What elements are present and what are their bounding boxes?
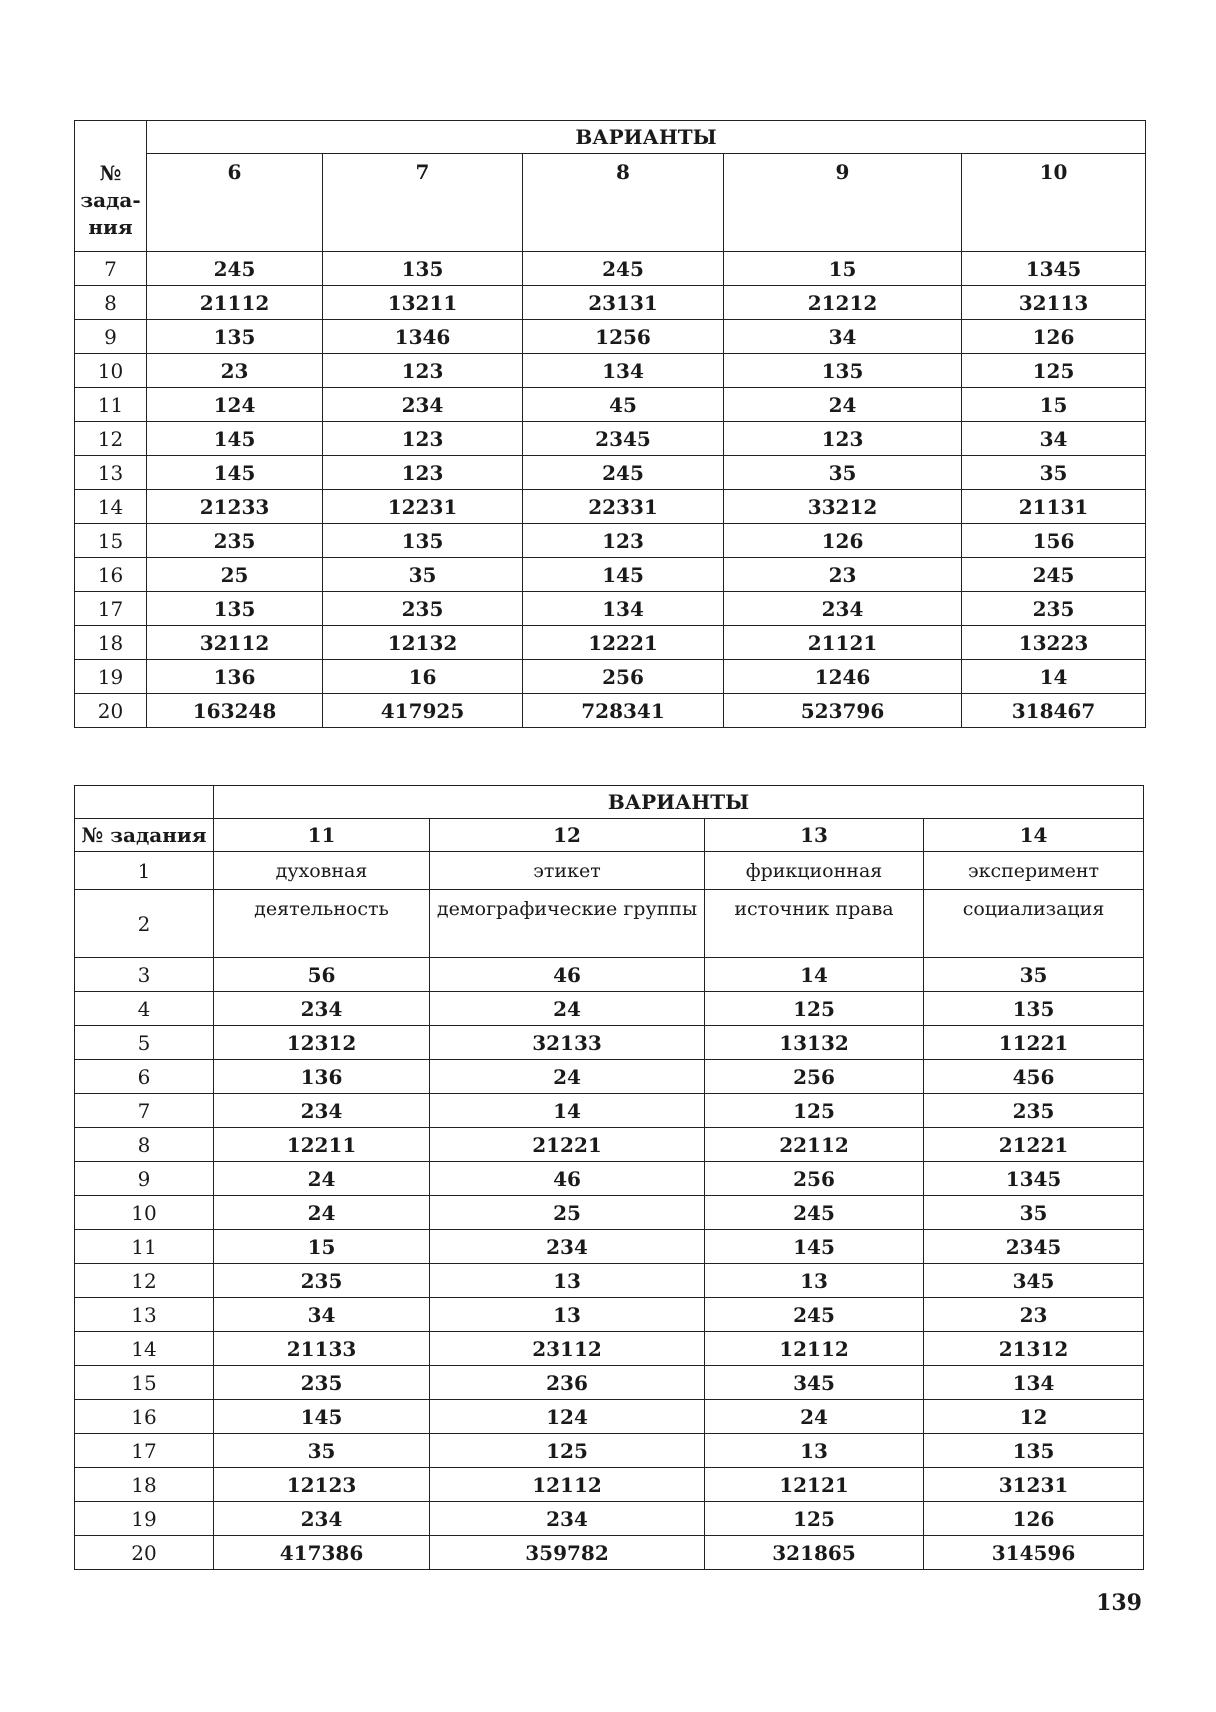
task-number-cell: 14 [75,1332,214,1366]
answer-cell: 417925 [323,694,523,728]
table-row [75,1536,1144,1570]
answer-cell: 22112 [705,1128,924,1162]
answer-cell: 145 [214,1400,430,1434]
table-row [75,852,1144,890]
answer-cell: 234 [214,1502,430,1536]
answer-cell: 126 [962,320,1146,354]
answer-cell: 12112 [705,1332,924,1366]
table-row [75,660,1146,694]
answer-cell: 23 [724,558,962,592]
page-number: 139 [1096,1590,1142,1616]
answer-cell: 245 [962,558,1146,592]
answer-cell: 256 [705,1060,924,1094]
answer-cell: 256 [523,660,724,694]
answer-cell: 21133 [214,1332,430,1366]
answer-cell: 456 [924,1060,1144,1094]
answer-cell: 156 [962,524,1146,558]
answer-cell: 15 [962,388,1146,422]
answer-cell: демографические группы [430,890,705,958]
task-number-cell: 20 [75,694,147,728]
task-number-cell: 19 [75,660,147,694]
answer-cell: 24 [724,388,962,422]
answer-cell: 23112 [430,1332,705,1366]
table-row [75,388,1146,422]
task-number-cell: 2 [75,890,214,958]
answer-cell: 124 [147,388,323,422]
answer-cell: 123 [323,354,523,388]
answer-cell: 345 [924,1264,1144,1298]
answer-cell: 35 [924,958,1144,992]
answer-cell: 125 [705,1502,924,1536]
answer-cell: 16 [323,660,523,694]
answer-cell: 12221 [523,626,724,660]
answer-cell: 1256 [523,320,724,354]
answer-cell: 21112 [147,286,323,320]
task-label-line: № [99,160,122,185]
variants-title: ВАРИАНТЫ [214,786,1144,819]
task-number-cell: 10 [75,354,147,388]
answer-cell: 123 [724,422,962,456]
answer-cell: 245 [147,252,323,286]
answer-cell: 124 [430,1400,705,1434]
answer-cell: 125 [705,992,924,1026]
variant-header: 13 [705,819,924,852]
answer-cell: 134 [523,592,724,626]
answer-cell: 125 [962,354,1146,388]
answer-cell: 21312 [924,1332,1144,1366]
task-number-cell: 10 [75,1196,214,1230]
answer-cell: фрикционная [705,852,924,890]
answer-cell: 1246 [724,660,962,694]
answer-cell: 13 [430,1298,705,1332]
variant-header: 7 [323,154,523,252]
answer-cell: 12132 [323,626,523,660]
answer-cell: 235 [962,592,1146,626]
answer-cell: деятельность [214,890,430,958]
answer-cell: 523796 [724,694,962,728]
answer-cell: 12211 [214,1128,430,1162]
answer-cell: 32113 [962,286,1146,320]
answer-cell: 24 [705,1400,924,1434]
task-label-line: зада- [80,187,141,212]
table-row [75,320,1146,354]
table-row [75,626,1146,660]
variant-header: 12 [430,819,705,852]
answer-cell: 25 [147,558,323,592]
answer-cell: 234 [430,1230,705,1264]
answer-cell: 25 [430,1196,705,1230]
answer-cell: 21221 [924,1128,1144,1162]
table-row [75,354,1146,388]
task-number-cell: 1 [75,852,214,890]
answer-cell: 235 [214,1264,430,1298]
answer-cell: 12123 [214,1468,430,1502]
task-number-cell: 17 [75,592,147,626]
answer-cell: 12112 [430,1468,705,1502]
task-number-cell: 5 [75,1026,214,1060]
answer-cell: 135 [147,592,323,626]
answer-cell: 15 [214,1230,430,1264]
task-number-cell: 17 [75,1434,214,1468]
answer-cell: 234 [724,592,962,626]
answer-cell: 126 [724,524,962,558]
task-label-line: ния [88,214,133,239]
answer-cell: 23131 [523,286,724,320]
table-row [75,592,1146,626]
answer-cell: 417386 [214,1536,430,1570]
answer-cell: 14 [705,958,924,992]
answer-cell: источник права [705,890,924,958]
task-number-cell: 16 [75,1400,214,1434]
answer-cell: 35 [924,1196,1144,1230]
answer-cell: 21212 [724,286,962,320]
table-row [75,694,1146,728]
answer-cell: 134 [523,354,724,388]
table-row [75,1298,1144,1332]
answer-cell: 24 [430,992,705,1026]
answer-cell: 135 [323,252,523,286]
answer-cell: 35 [724,456,962,490]
task-number-cell: 16 [75,558,147,592]
task-number-cell: 11 [75,1230,214,1264]
task-number-cell: 11 [75,388,147,422]
answer-cell: 234 [430,1502,705,1536]
answers-table-variants-6-10 [74,120,1146,728]
corner-cell [75,786,214,819]
answer-cell: 21121 [724,626,962,660]
answer-cell: 236 [430,1366,705,1400]
answer-cell: 135 [147,320,323,354]
answer-cell: 35 [214,1434,430,1468]
answer-cell: 321865 [705,1536,924,1570]
answer-cell: социализация [924,890,1144,958]
task-number-cell: 12 [75,1264,214,1298]
answer-cell: 23 [147,354,323,388]
task-number-cell: 13 [75,1298,214,1332]
task-number-cell: 15 [75,1366,214,1400]
corner-cell [75,121,147,154]
answer-cell: 234 [214,1094,430,1128]
answer-cell: 2345 [523,422,724,456]
answer-cell: 13 [705,1264,924,1298]
variant-header: 10 [962,154,1146,252]
answer-cell: 135 [924,1434,1144,1468]
answer-cell: 145 [705,1230,924,1264]
answer-cell: 31231 [924,1468,1144,1502]
task-number-cell: 7 [75,252,147,286]
answer-cell: 12312 [214,1026,430,1060]
answer-cell: 13 [430,1264,705,1298]
answer-cell: 32112 [147,626,323,660]
answer-cell: 34 [214,1298,430,1332]
task-number-cell: 18 [75,626,147,660]
answer-cell: 125 [430,1434,705,1468]
variants-title: ВАРИАНТЫ [147,121,1146,154]
table-row [75,1060,1144,1094]
answer-cell: 11221 [924,1026,1144,1060]
answer-cell: 345 [705,1366,924,1400]
answer-cell: 21233 [147,490,323,524]
answer-cell: 45 [523,388,724,422]
answer-cell: 235 [323,592,523,626]
task-number-cell: 19 [75,1502,214,1536]
answer-cell: 136 [214,1060,430,1094]
answer-cell: 123 [323,456,523,490]
answer-cell: 21131 [962,490,1146,524]
answer-cell: 256 [705,1162,924,1196]
answer-cell: 135 [724,354,962,388]
answer-cell: 245 [523,252,724,286]
answer-cell: 56 [214,958,430,992]
answer-cell: 163248 [147,694,323,728]
task-number-cell: 3 [75,958,214,992]
answer-cell: 22331 [523,490,724,524]
task-number-cell: 9 [75,1162,214,1196]
table-row [75,992,1144,1026]
table-row [75,422,1146,456]
answer-cell: 34 [724,320,962,354]
answer-cell: 235 [924,1094,1144,1128]
answer-cell: 314596 [924,1536,1144,1570]
answer-cell: 32133 [430,1026,705,1060]
table-row [75,558,1146,592]
answer-cell: 134 [924,1366,1144,1400]
table-row [75,252,1146,286]
table-row [75,1366,1144,1400]
table-row [75,1468,1144,1502]
answer-cell: 35 [962,456,1146,490]
table-row [75,1264,1144,1298]
answer-cell: 46 [430,958,705,992]
table-row [75,1434,1144,1468]
answer-cell: 1345 [962,252,1146,286]
answer-cell: 245 [523,456,724,490]
task-number-cell: 14 [75,490,147,524]
table-row [75,1094,1144,1128]
answer-cell: 245 [705,1298,924,1332]
table-row [75,958,1144,992]
answer-cell: 13132 [705,1026,924,1060]
answer-cell: 13 [705,1434,924,1468]
answer-cell: 234 [214,992,430,1026]
task-number-cell: 20 [75,1536,214,1570]
table-row [75,524,1146,558]
answers-table-variants-11-14 [74,785,1144,1570]
answer-cell: 1345 [924,1162,1144,1196]
table-row [75,1230,1144,1264]
table-row [75,1502,1144,1536]
answer-cell: 13223 [962,626,1146,660]
answer-cell: 23 [924,1298,1144,1332]
variant-header: 14 [924,819,1144,852]
answer-cell: духовная [214,852,430,890]
table-row [75,1162,1144,1196]
answer-cell: 12 [924,1400,1144,1434]
table-row [75,1196,1144,1230]
task-number-cell: 6 [75,1060,214,1094]
variant-header: 11 [214,819,430,852]
answer-cell: 125 [705,1094,924,1128]
answer-cell: 136 [147,660,323,694]
answer-cell: 126 [924,1502,1144,1536]
answer-cell: 123 [523,524,724,558]
answer-cell: 135 [323,524,523,558]
answer-cell: 13211 [323,286,523,320]
answer-cell: 318467 [962,694,1146,728]
answer-cell: 24 [430,1060,705,1094]
answer-cell: этикет [430,852,705,890]
answer-cell: 34 [962,422,1146,456]
answer-cell: 235 [147,524,323,558]
task-number-cell: 7 [75,1094,214,1128]
answer-cell: 245 [705,1196,924,1230]
answer-cell: 14 [430,1094,705,1128]
task-number-cell: 13 [75,456,147,490]
table-row [75,1332,1144,1366]
answer-cell: 359782 [430,1536,705,1570]
answer-cell: 145 [147,422,323,456]
answer-cell: 24 [214,1196,430,1230]
answer-cell: 235 [214,1366,430,1400]
answer-cell: 21221 [430,1128,705,1162]
answer-cell: 15 [724,252,962,286]
variant-header: 9 [724,154,962,252]
answer-cell: 1346 [323,320,523,354]
answer-cell: 24 [214,1162,430,1196]
task-number-cell: 18 [75,1468,214,1502]
answer-cell: 14 [962,660,1146,694]
table-row [75,456,1146,490]
variant-header: 8 [523,154,724,252]
task-number-cell: 15 [75,524,147,558]
answer-cell: 145 [147,456,323,490]
table-row [75,1128,1144,1162]
task-number-cell: 8 [75,1128,214,1162]
task-number-cell: 4 [75,992,214,1026]
task-number-cell: 8 [75,286,147,320]
answer-cell: 12231 [323,490,523,524]
answer-cell: 46 [430,1162,705,1196]
task-number-header [75,154,147,252]
answer-cell: 2345 [924,1230,1144,1264]
table-row [75,890,1144,958]
answer-cell: 12121 [705,1468,924,1502]
answer-cell: 33212 [724,490,962,524]
answer-cell: 728341 [523,694,724,728]
task-number-cell: 9 [75,320,147,354]
table-row [75,286,1146,320]
variant-header: 6 [147,154,323,252]
task-number-cell: 12 [75,422,147,456]
answer-cell: 234 [323,388,523,422]
answer-cell: 123 [323,422,523,456]
answer-cell: эксперимент [924,852,1144,890]
table-row [75,1400,1144,1434]
task-number-header: № задания [75,819,214,852]
answer-cell: 135 [924,992,1144,1026]
table-row [75,490,1146,524]
answer-cell: 35 [323,558,523,592]
table-row [75,1026,1144,1060]
answer-cell: 145 [523,558,724,592]
